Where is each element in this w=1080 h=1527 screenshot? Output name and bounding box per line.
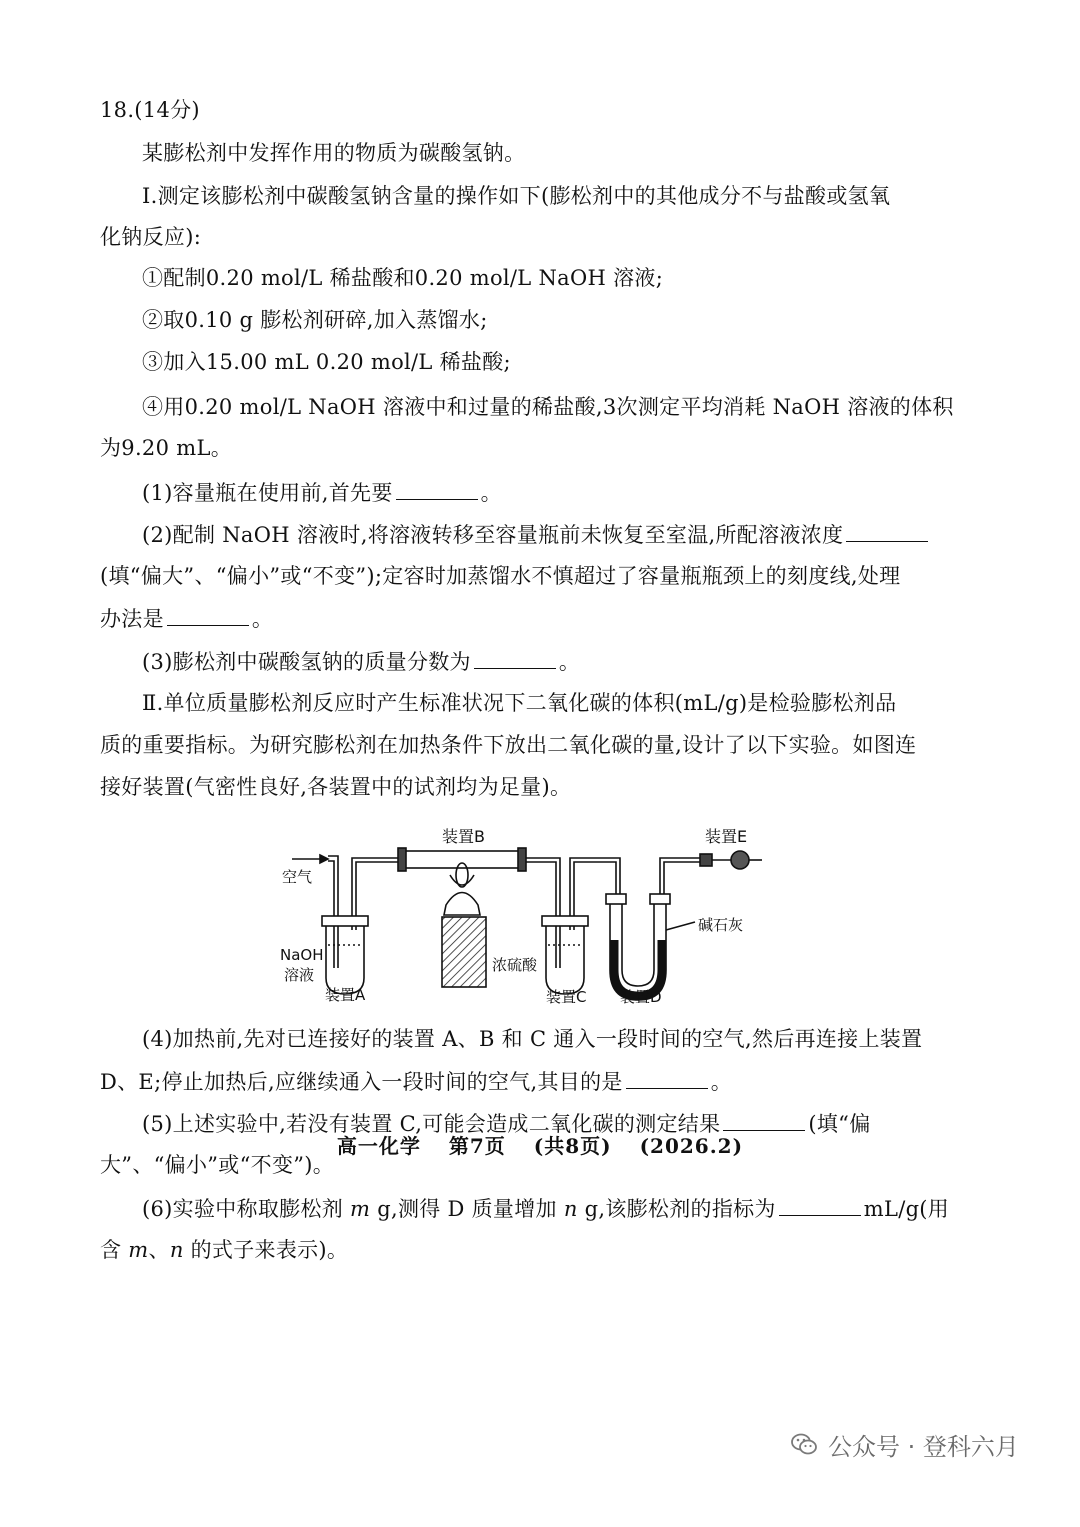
- question-header: 18.(14分): [100, 98, 200, 122]
- part1-line1: Ⅰ.测定该膨松剂中碳酸氢钠含量的操作如下(膨松剂中的其他成分不与盐酸或氢氧: [142, 184, 891, 208]
- answer-blank: [474, 646, 556, 669]
- intro-text: 某膨松剂中发挥作用的物质为碳酸氢钠。: [142, 141, 526, 165]
- label-e: 装置E: [705, 827, 748, 846]
- var-n: n: [169, 1238, 184, 1262]
- footer-subject: 高一化学: [336, 1134, 421, 1158]
- answer-blank: [846, 519, 928, 542]
- answer-blank: [396, 477, 478, 500]
- answer-blank: [779, 1193, 861, 1216]
- var-m: m: [350, 1197, 371, 1221]
- wechat-icon: [790, 1430, 818, 1458]
- subquestion-3: [142, 646, 945, 677]
- q6-text-a2: g,测得 D 质量增加: [370, 1197, 564, 1221]
- q1-end: 。: [480, 481, 502, 505]
- label-c: 装置C: [546, 988, 587, 1006]
- watermark-text: 公众号 · 登科六月: [828, 1432, 1019, 1461]
- q6-text-a-end: mL/g(用: [863, 1197, 950, 1221]
- step-3: ③加入15.00 mL 0.20 mol/L 稀盐酸;: [142, 350, 511, 374]
- part2-line1: Ⅱ.单位质量膨松剂反应时产生标准状况下二氧化碳的体积(mL/g)是检验膨松剂品: [142, 691, 897, 715]
- part1-line2: 化钠反应):: [100, 225, 202, 249]
- subquestion-4-line2: [100, 1066, 945, 1097]
- answer-blank: [167, 603, 249, 626]
- q3-text: (3)膨松剂中碳酸氢钠的质量分数为: [142, 650, 471, 674]
- step-4-line1: ④用0.20 mol/L NaOH 溶液中和过量的稀盐酸,3次测定平均消耗 NaOH 溶液的体积: [142, 395, 954, 419]
- subquestion-1: [142, 477, 945, 508]
- label-soda-lime: 碱石灰: [698, 916, 744, 934]
- tube-b: [402, 851, 522, 868]
- var-m: m: [128, 1238, 149, 1262]
- answer-blank: [723, 1108, 805, 1131]
- q5-text-a: (5)上述实验中,若没有装置 C,可能会造成二氧化碳的测定结果: [142, 1112, 721, 1136]
- watermark: [790, 1427, 1019, 1461]
- q5-text-a-end: (填“偏: [808, 1112, 871, 1136]
- label-d: 装置D: [620, 988, 662, 1006]
- q3-end: 。: [558, 650, 581, 674]
- step-4-line2: 为9.20 mL。: [100, 436, 232, 460]
- q6-text-a3: g,该膨松剂的指标为: [577, 1197, 776, 1221]
- subquestion-2-line1: [142, 519, 945, 550]
- label-naoh-1: NaOH: [280, 946, 324, 964]
- subquestion-6-line2: [100, 1235, 945, 1265]
- q4-end: 。: [710, 1070, 733, 1094]
- q2-text-a: (2)配制 NaOH 溶液时,将溶液转移至容量瓶前未恢复至室温,所配溶液浓度: [142, 523, 844, 547]
- subquestion-2-line2: (填“偏大”、“偏小”或“不变”);定容时加蒸馏水不慎超过了容量瓶瓶颈上的刻度线,处理: [100, 564, 901, 588]
- footer-page: 第7页: [448, 1134, 506, 1158]
- label-b: 装置B: [442, 827, 485, 846]
- answer-blank: [626, 1066, 708, 1089]
- part2-line3: 接好装置(气密性良好,各装置中的试剂均为足量)。: [100, 775, 572, 799]
- q6-text-b1: 含: [100, 1238, 129, 1262]
- apparatus-diagram: [270, 820, 770, 1010]
- q6-text-b3: 的式子来表示)。: [183, 1238, 349, 1262]
- subquestion-2-line3: [100, 603, 945, 634]
- part2-line2: 质的重要指标。为研究膨松剂在加热条件下放出二氧化碳的量,设计了以下实验。如图连: [100, 733, 917, 757]
- step-2: ②取0.10 g 膨松剂研碎,加入蒸馏水;: [142, 308, 488, 332]
- q2-text-c: 办法是: [100, 607, 164, 631]
- q6-text-a1: (6)实验中称取膨松剂: [142, 1197, 351, 1221]
- subquestion-6-line1: [142, 1193, 950, 1224]
- test-tube-a: [326, 920, 364, 994]
- q6-text-b2: 、: [148, 1238, 170, 1262]
- step-1: ①配制0.20 mol/L 稀盐酸和0.20 mol/L NaOH 溶液;: [142, 266, 664, 290]
- label-a: 装置A: [325, 986, 366, 1004]
- subquestion-4-line1: (4)加热前,先对已连接好的装置 A、B 和 C 通入一段时间的空气,然后再连接上装置: [142, 1027, 923, 1051]
- heater-block: [442, 917, 486, 987]
- q4-text-b: D、E;停止加热后,应继续通入一段时间的空气,其目的是: [100, 1070, 623, 1094]
- label-air: 空气: [282, 868, 313, 886]
- q2-end: 。: [251, 607, 274, 631]
- subquestion-5-line2: 大”、“偏小”或“不变”)。: [100, 1153, 335, 1177]
- label-h2so4: 浓硫酸: [492, 956, 538, 974]
- label-naoh-2: 溶液: [284, 966, 315, 984]
- drying-tube-e-bulb: [731, 851, 749, 869]
- q1-text: (1)容量瓶在使用前,首先要: [142, 481, 393, 505]
- test-tube-c: [546, 920, 584, 994]
- footer-date: (2026.2): [639, 1134, 744, 1158]
- var-n: n: [563, 1197, 578, 1221]
- footer-total: (共8页): [533, 1134, 612, 1158]
- page-footer: [0, 1130, 1080, 1159]
